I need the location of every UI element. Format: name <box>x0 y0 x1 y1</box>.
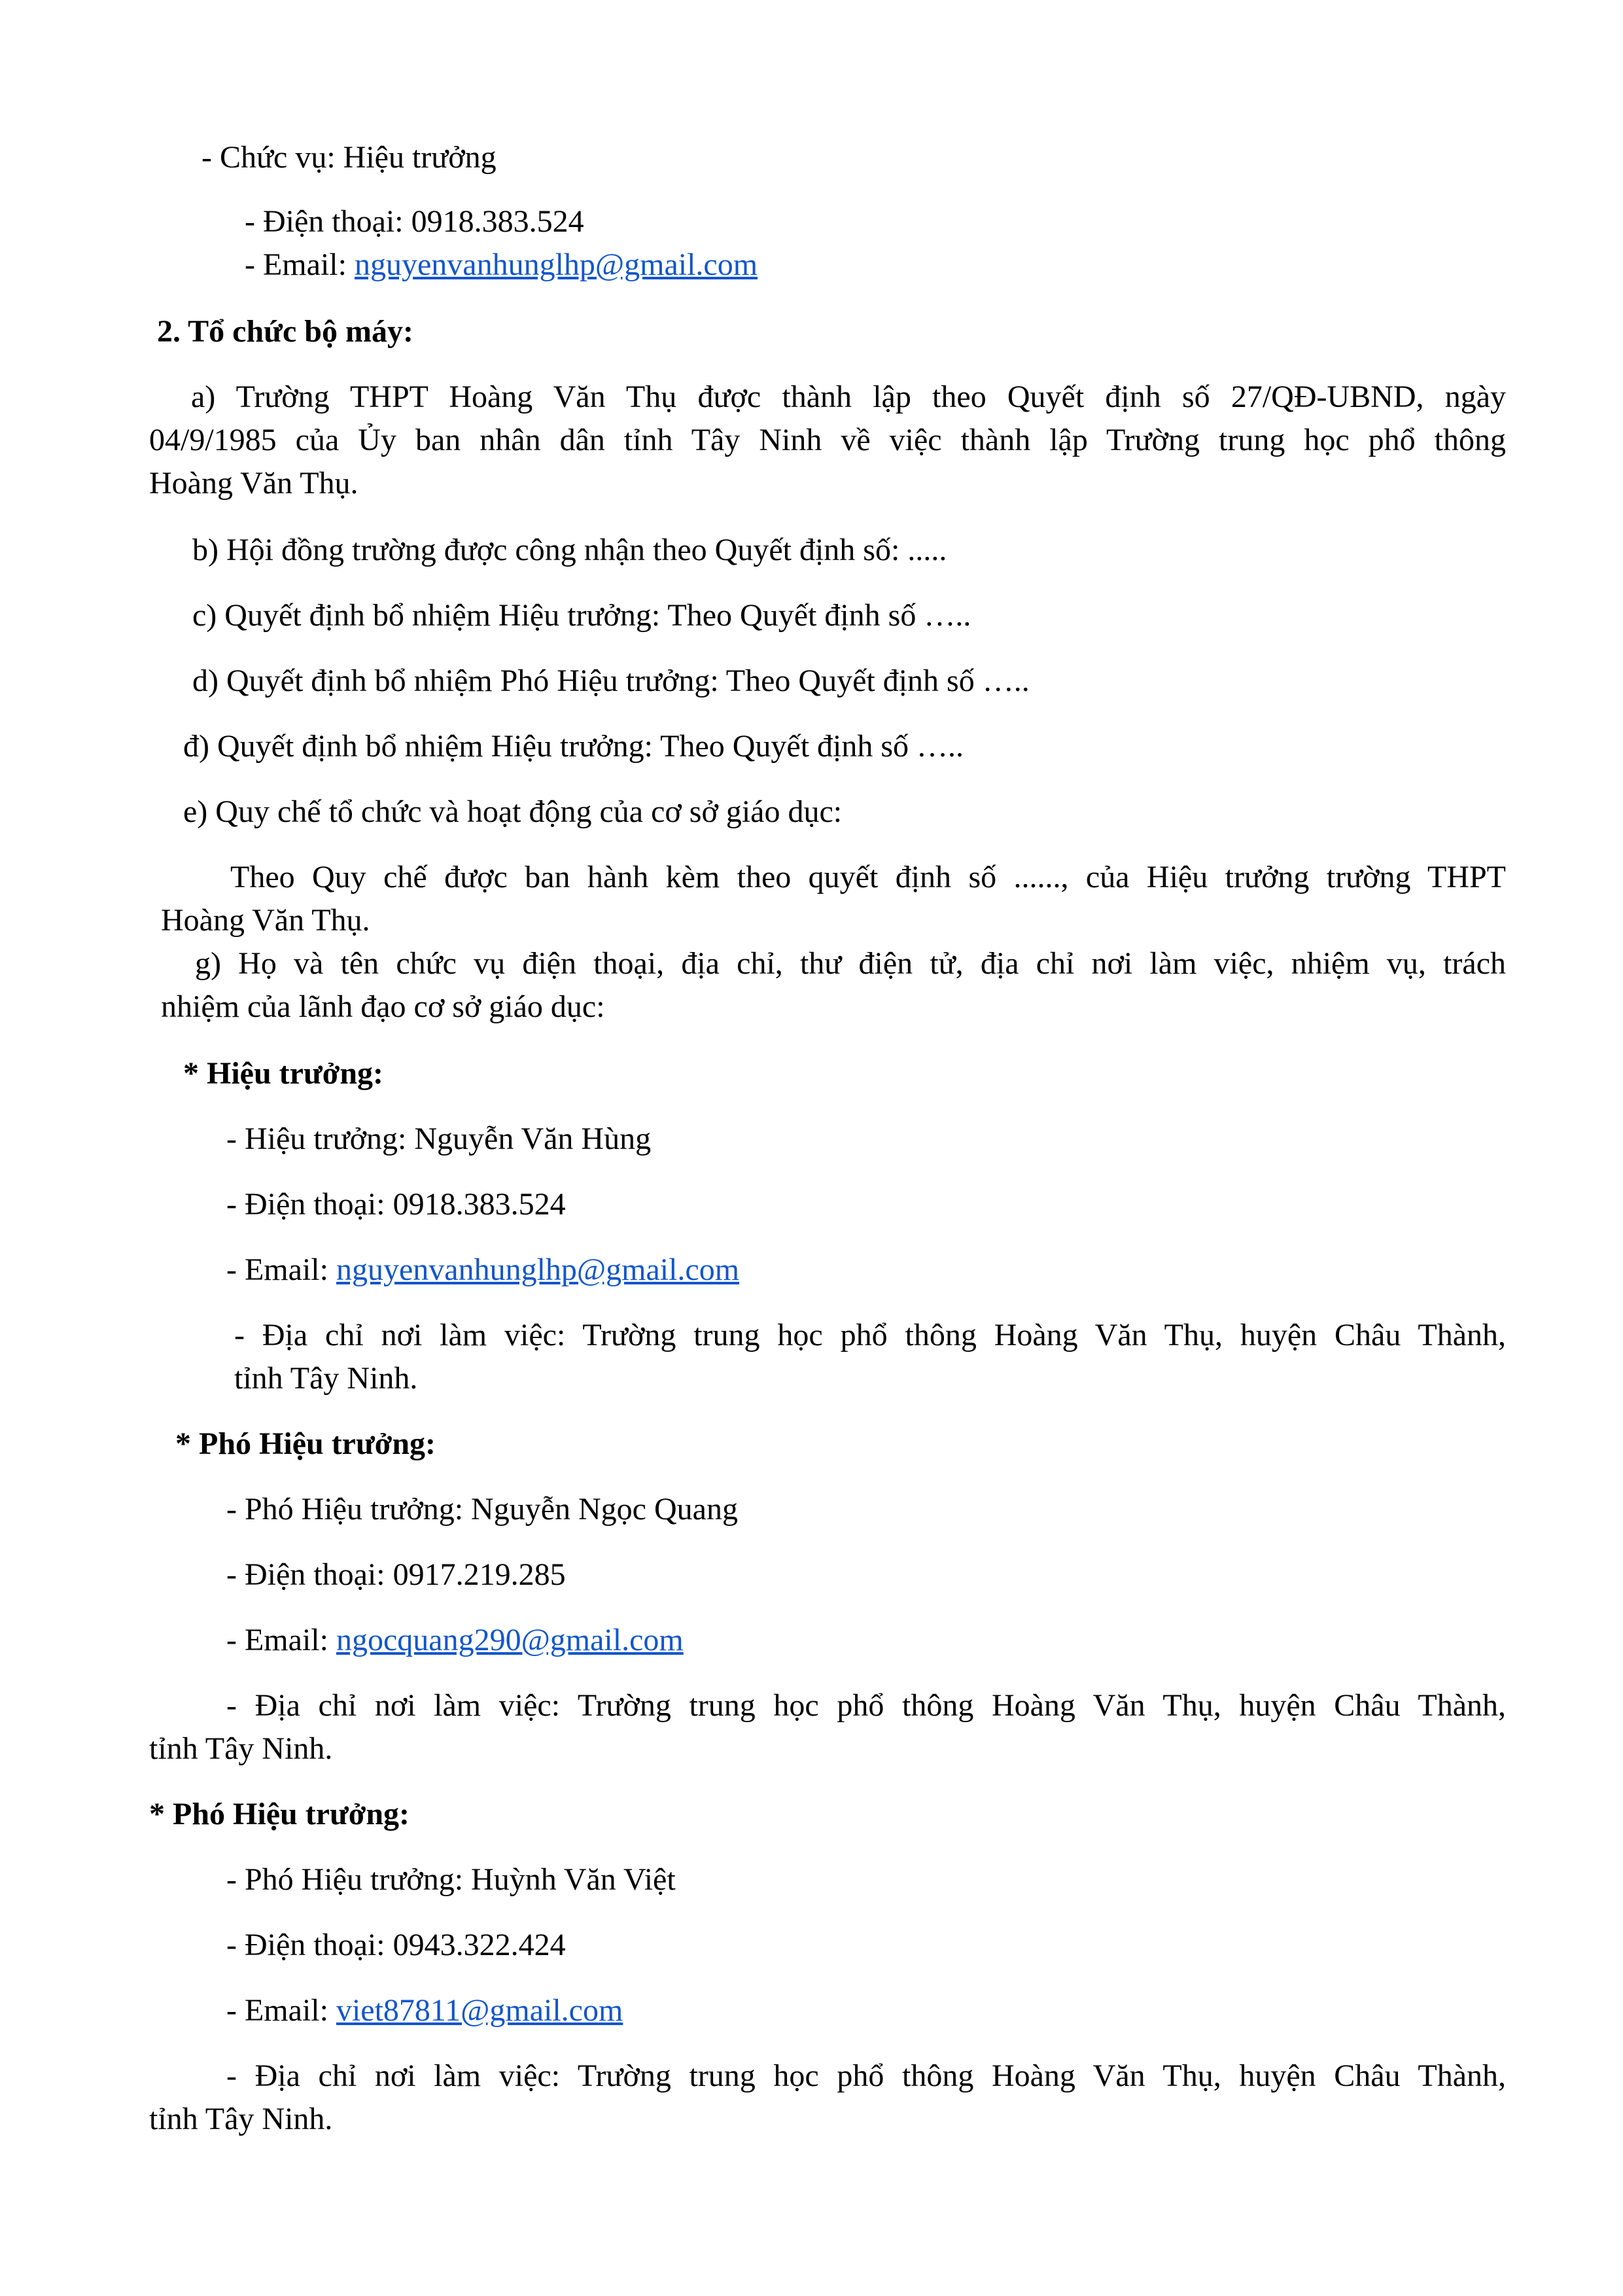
vice2-phone: - Điện thoại: 0943.322.424 <box>226 1928 566 1962</box>
vice1-phone: - Điện thoại: 0917.219.285 <box>226 1557 566 1592</box>
item-c: c) Quyết định bổ nhiệm Hiệu trưởng: Theo Quyết định số ….. <box>192 598 971 633</box>
principal-address-line2: tỉnh Tây Ninh. <box>234 1361 418 1396</box>
principal-email-label: - Email: <box>226 1252 336 1287</box>
principal-email-line <box>226 1251 739 1289</box>
email-label: - Email: <box>245 247 355 282</box>
vice1-address-line2: tỉnh Tây Ninh. <box>149 1731 333 1766</box>
principal-email-link[interactable]: nguyenvanhunglhp@gmail.com <box>336 1252 740 1287</box>
principal-name: - Hiệu trưởng: Nguyễn Văn Hùng <box>226 1122 652 1156</box>
section-heading: 2. Tổ chức bộ máy: <box>157 314 413 349</box>
vice1-email-line <box>226 1621 684 1659</box>
vice2-address-line2: tỉnh Tây Ninh. <box>149 2102 333 2136</box>
item-e-detail-line2: Hoàng Văn Thụ. <box>161 903 370 938</box>
principal-heading: * Hiệu trưởng: <box>183 1056 384 1091</box>
vice2-address-line1: - Địa chỉ nơi làm việc: Trường trung học phổ thông Hoàng Văn Thụ, huyện Châu Thành, <box>226 2058 1506 2093</box>
vice2-email-link[interactable]: viet87811@gmail.com <box>336 1993 623 2028</box>
item-d: d) Quyết định bổ nhiệm Phó Hiệu trưởng: Theo Quyết định số ….. <box>192 663 1030 698</box>
item-e: e) Quy chế tổ chức và hoạt động của cơ sở giáo dục: <box>183 794 843 829</box>
item-a-line1: a) Trường THPT Hoàng Văn Thụ được thành lập theo Quyết định số 27/QĐ-UBND, ngày <box>191 380 1506 414</box>
email-link[interactable]: nguyenvanhunglhp@gmail.com <box>354 247 758 282</box>
vice1-email-label: - Email: <box>226 1623 336 1657</box>
vice1-heading: * Phó Hiệu trưởng: <box>175 1426 436 1461</box>
vice1-address-line1: - Địa chỉ nơi làm việc: Trường trung học phổ thông Hoàng Văn Thụ, huyện Châu Thành, <box>226 1688 1506 1723</box>
vice2-heading: * Phó Hiệu trưởng: <box>149 1797 410 1831</box>
item-b: b) Hội đồng trường được công nhận theo Quyết định số: ..... <box>192 533 947 567</box>
item-g-line1: g) Họ và tên chức vụ điện thoại, địa chỉ, thư điện tử, địa chỉ nơi làm việc, nhiệm vụ, trách <box>195 946 1506 981</box>
item-dd: đ) Quyết định bổ nhiệm Hiệu trưởng: Theo Quyết định số ….. <box>183 729 964 764</box>
position-line: - Chức vụ: Hiệu trưởng <box>201 140 497 175</box>
principal-address-line1: - Địa chỉ nơi làm việc: Trường trung học phổ thông Hoàng Văn Thụ, huyện Châu Thành, <box>234 1318 1506 1352</box>
phone-line: - Điện thoại: 0918.383.524 <box>245 204 584 239</box>
vice2-email-line <box>226 1992 623 2030</box>
item-a-line3: Hoàng Văn Thụ. <box>149 466 358 501</box>
item-g-line2: nhiệm của lãnh đạo cơ sở giáo dục: <box>161 989 605 1024</box>
principal-phone: - Điện thoại: 0918.383.524 <box>226 1187 566 1222</box>
vice2-name: - Phó Hiệu trưởng: Huỳnh Văn Việt <box>226 1862 676 1897</box>
vice1-name: - Phó Hiệu trưởng: Nguyễn Ngọc Quang <box>226 1492 738 1527</box>
item-a-line2: 04/9/1985 của Ủy ban nhân dân tỉnh Tây Ninh về việc thành lập Trường trung học phổ thông <box>149 423 1506 457</box>
vice1-email-link[interactable]: ngocquang290@gmail.com <box>336 1623 684 1657</box>
vice2-email-label: - Email: <box>226 1993 336 2028</box>
email-line <box>245 246 758 284</box>
item-e-detail-line1: Theo Quy chế được ban hành kèm theo quyết định số ......, của Hiệu trưởng trường THPT <box>230 860 1506 894</box>
